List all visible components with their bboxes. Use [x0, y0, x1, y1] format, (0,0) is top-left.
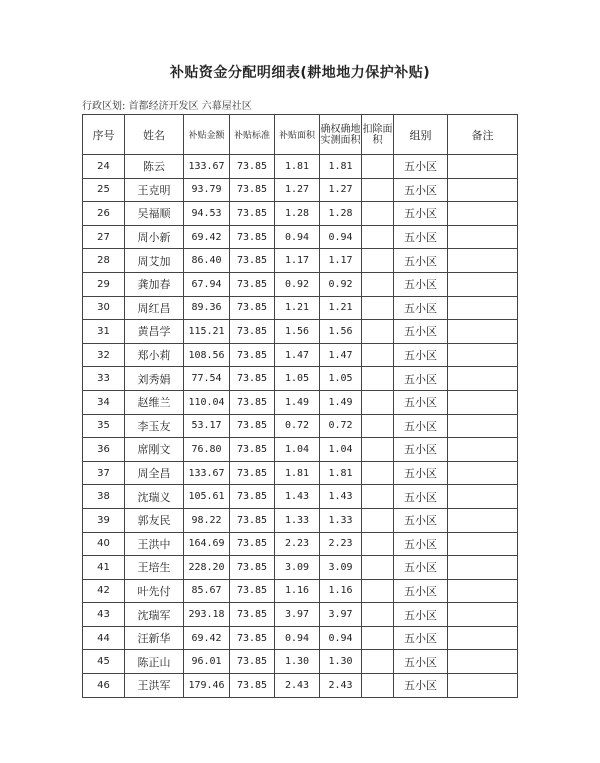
table-row	[83, 272, 518, 296]
cell-area: 3.97	[275, 603, 320, 627]
table-row	[83, 650, 518, 674]
cell-name: 沈瑞军	[125, 603, 184, 627]
cell-group: 五小区	[394, 249, 448, 273]
cell-deduct-area	[362, 343, 394, 367]
cell-area: 1.05	[275, 367, 320, 391]
cell-group: 五小区	[394, 438, 448, 462]
cell-seq: 34	[83, 390, 125, 414]
cell-name: 刘秀娟	[125, 367, 184, 391]
table-row	[83, 579, 518, 603]
table-row	[83, 225, 518, 249]
document-title: 补贴资金分配明细表(耕地地力保护补贴)	[169, 65, 431, 81]
cell-amount: 53.17	[184, 414, 230, 438]
cell-standard: 73.85	[230, 438, 275, 462]
cell-name: 陈正山	[125, 650, 184, 674]
cell-standard: 73.85	[230, 532, 275, 556]
cell-area: 2.43	[275, 674, 320, 698]
cell-seq: 41	[83, 556, 125, 580]
cell-deduct-area	[362, 225, 394, 249]
cell-confirmed-area: 1.47	[320, 343, 362, 367]
cell-group: 五小区	[394, 603, 448, 627]
cell-amount: 96.01	[184, 650, 230, 674]
cell-confirmed-area: 1.33	[320, 508, 362, 532]
cell-standard: 73.85	[230, 225, 275, 249]
cell-name: 席刚文	[125, 438, 184, 462]
table-row	[83, 367, 518, 391]
cell-seq: 46	[83, 674, 125, 698]
cell-seq: 27	[83, 225, 125, 249]
cell-seq: 35	[83, 414, 125, 438]
table-row	[83, 390, 518, 414]
cell-confirmed-area: 1.81	[320, 155, 362, 179]
cell-remark	[448, 155, 518, 179]
cell-name: 王克明	[125, 178, 184, 202]
cell-seq: 40	[83, 532, 125, 556]
cell-remark	[448, 320, 518, 344]
cell-deduct-area	[362, 249, 394, 273]
cell-deduct-area	[362, 438, 394, 462]
cell-deduct-area	[362, 296, 394, 320]
cell-amount: 98.22	[184, 508, 230, 532]
cell-remark	[448, 508, 518, 532]
table-row	[83, 438, 518, 462]
cell-seq: 28	[83, 249, 125, 273]
cell-seq: 37	[83, 461, 125, 485]
cell-area: 1.56	[275, 320, 320, 344]
table-row	[83, 603, 518, 627]
cell-area: 3.09	[275, 556, 320, 580]
cell-area: 1.16	[275, 579, 320, 603]
cell-standard: 73.85	[230, 367, 275, 391]
table-row	[83, 296, 518, 320]
cell-seq: 45	[83, 650, 125, 674]
cell-remark	[448, 485, 518, 509]
cell-confirmed-area: 1.17	[320, 249, 362, 273]
header-amount: 补贴金额	[184, 115, 230, 155]
cell-deduct-area	[362, 674, 394, 698]
cell-amount: 69.42	[184, 225, 230, 249]
cell-remark	[448, 178, 518, 202]
cell-amount: 108.56	[184, 343, 230, 367]
cell-confirmed-area: 3.09	[320, 556, 362, 580]
cell-confirmed-area: 0.94	[320, 225, 362, 249]
cell-confirmed-area: 1.28	[320, 202, 362, 226]
cell-amount: 86.40	[184, 249, 230, 273]
cell-remark	[448, 390, 518, 414]
cell-standard: 73.85	[230, 579, 275, 603]
table-row	[83, 178, 518, 202]
cell-confirmed-area: 2.23	[320, 532, 362, 556]
cell-confirmed-area: 1.49	[320, 390, 362, 414]
cell-name: 郭友民	[125, 508, 184, 532]
cell-remark	[448, 202, 518, 226]
table-row	[83, 532, 518, 556]
cell-amount: 179.46	[184, 674, 230, 698]
cell-deduct-area	[362, 461, 394, 485]
cell-amount: 115.21	[184, 320, 230, 344]
header-group: 组别	[394, 115, 448, 155]
cell-group: 五小区	[394, 508, 448, 532]
cell-seq: 38	[83, 485, 125, 509]
cell-remark	[448, 272, 518, 296]
table-row	[83, 508, 518, 532]
cell-group: 五小区	[394, 532, 448, 556]
cell-seq: 42	[83, 579, 125, 603]
cell-deduct-area	[362, 367, 394, 391]
cell-remark	[448, 650, 518, 674]
cell-amount: 76.80	[184, 438, 230, 462]
cell-deduct-area	[362, 485, 394, 509]
cell-confirmed-area: 2.43	[320, 674, 362, 698]
cell-amount: 293.18	[184, 603, 230, 627]
cell-deduct-area	[362, 390, 394, 414]
cell-seq: 25	[83, 178, 125, 202]
cell-area: 0.72	[275, 414, 320, 438]
cell-standard: 73.85	[230, 603, 275, 627]
cell-name: 周艾加	[125, 249, 184, 273]
cell-group: 五小区	[394, 296, 448, 320]
cell-confirmed-area: 1.56	[320, 320, 362, 344]
cell-standard: 73.85	[230, 626, 275, 650]
cell-seq: 39	[83, 508, 125, 532]
header-seq: 序号	[83, 115, 125, 155]
cell-name: 郑小莉	[125, 343, 184, 367]
cell-amount: 133.67	[184, 155, 230, 179]
cell-area: 2.23	[275, 532, 320, 556]
cell-amount: 164.69	[184, 532, 230, 556]
table-row	[83, 249, 518, 273]
header-confirmed-area: 确权确地实测面积	[320, 115, 362, 155]
cell-seq: 26	[83, 202, 125, 226]
cell-standard: 73.85	[230, 650, 275, 674]
cell-deduct-area	[362, 650, 394, 674]
cell-amount: 67.94	[184, 272, 230, 296]
cell-group: 五小区	[394, 343, 448, 367]
cell-remark	[448, 532, 518, 556]
cell-standard: 73.85	[230, 556, 275, 580]
cell-amount: 93.79	[184, 178, 230, 202]
cell-remark	[448, 674, 518, 698]
cell-seq: 29	[83, 272, 125, 296]
header-area: 补贴面积	[275, 115, 320, 155]
cell-deduct-area	[362, 155, 394, 179]
cell-group: 五小区	[394, 390, 448, 414]
header-name: 姓名	[125, 115, 184, 155]
cell-deduct-area	[362, 178, 394, 202]
cell-name: 周红昌	[125, 296, 184, 320]
cell-area: 1.21	[275, 296, 320, 320]
cell-group: 五小区	[394, 225, 448, 249]
cell-name: 陈云	[125, 155, 184, 179]
cell-deduct-area	[362, 626, 394, 650]
cell-name: 王洪军	[125, 674, 184, 698]
cell-name: 汪新华	[125, 626, 184, 650]
cell-deduct-area	[362, 414, 394, 438]
cell-confirmed-area: 0.94	[320, 626, 362, 650]
cell-group: 五小区	[394, 674, 448, 698]
cell-confirmed-area: 1.27	[320, 178, 362, 202]
cell-confirmed-area: 1.04	[320, 438, 362, 462]
cell-deduct-area	[362, 556, 394, 580]
cell-name: 龚加春	[125, 272, 184, 296]
cell-remark	[448, 296, 518, 320]
cell-amount: 89.36	[184, 296, 230, 320]
cell-standard: 73.85	[230, 414, 275, 438]
cell-standard: 73.85	[230, 343, 275, 367]
cell-confirmed-area: 0.72	[320, 414, 362, 438]
cell-area: 0.92	[275, 272, 320, 296]
table-row	[83, 202, 518, 226]
cell-seq: 43	[83, 603, 125, 627]
cell-remark	[448, 603, 518, 627]
cell-confirmed-area: 1.43	[320, 485, 362, 509]
cell-area: 1.43	[275, 485, 320, 509]
table-row	[83, 556, 518, 580]
cell-seq: 36	[83, 438, 125, 462]
cell-standard: 73.85	[230, 320, 275, 344]
cell-group: 五小区	[394, 272, 448, 296]
cell-group: 五小区	[394, 155, 448, 179]
cell-standard: 73.85	[230, 296, 275, 320]
cell-name: 赵维兰	[125, 390, 184, 414]
cell-amount: 228.20	[184, 556, 230, 580]
table-row	[83, 461, 518, 485]
cell-amount: 77.54	[184, 367, 230, 391]
cell-standard: 73.85	[230, 485, 275, 509]
cell-confirmed-area: 1.16	[320, 579, 362, 603]
cell-area: 1.27	[275, 178, 320, 202]
cell-remark	[448, 225, 518, 249]
cell-standard: 73.85	[230, 272, 275, 296]
cell-seq: 30	[83, 296, 125, 320]
cell-remark	[448, 414, 518, 438]
cell-name: 王培生	[125, 556, 184, 580]
cell-area: 1.30	[275, 650, 320, 674]
cell-amount: 133.67	[184, 461, 230, 485]
cell-remark	[448, 249, 518, 273]
cell-confirmed-area: 1.21	[320, 296, 362, 320]
cell-name: 王洪中	[125, 532, 184, 556]
cell-confirmed-area: 3.97	[320, 603, 362, 627]
cell-area: 1.49	[275, 390, 320, 414]
cell-amount: 110.04	[184, 390, 230, 414]
cell-deduct-area	[362, 272, 394, 296]
cell-area: 1.28	[275, 202, 320, 226]
cell-seq: 33	[83, 367, 125, 391]
cell-remark	[448, 626, 518, 650]
cell-remark	[448, 556, 518, 580]
cell-deduct-area	[362, 532, 394, 556]
header-deduct-area: 扣除面积	[362, 115, 394, 155]
cell-amount: 94.53	[184, 202, 230, 226]
table-row	[83, 485, 518, 509]
cell-deduct-area	[362, 320, 394, 344]
cell-standard: 73.85	[230, 155, 275, 179]
cell-group: 五小区	[394, 178, 448, 202]
table-row	[83, 155, 518, 179]
cell-area: 1.81	[275, 461, 320, 485]
cell-remark	[448, 367, 518, 391]
cell-name: 叶先付	[125, 579, 184, 603]
cell-area: 0.94	[275, 225, 320, 249]
cell-group: 五小区	[394, 320, 448, 344]
cell-area: 1.33	[275, 508, 320, 532]
cell-confirmed-area: 1.30	[320, 650, 362, 674]
header-remark: 备注	[448, 115, 518, 155]
cell-confirmed-area: 0.92	[320, 272, 362, 296]
cell-amount: 85.67	[184, 579, 230, 603]
table-header-row	[83, 115, 518, 155]
cell-name: 周全昌	[125, 461, 184, 485]
cell-group: 五小区	[394, 202, 448, 226]
table-row	[83, 320, 518, 344]
cell-area: 1.17	[275, 249, 320, 273]
cell-standard: 73.85	[230, 461, 275, 485]
cell-name: 周小新	[125, 225, 184, 249]
cell-amount: 69.42	[184, 626, 230, 650]
cell-amount: 105.61	[184, 485, 230, 509]
cell-name: 李玉友	[125, 414, 184, 438]
cell-remark	[448, 579, 518, 603]
cell-seq: 44	[83, 626, 125, 650]
cell-area: 1.47	[275, 343, 320, 367]
cell-name: 黄昌学	[125, 320, 184, 344]
table-row	[83, 414, 518, 438]
cell-standard: 73.85	[230, 249, 275, 273]
cell-remark	[448, 438, 518, 462]
cell-standard: 73.85	[230, 674, 275, 698]
cell-remark	[448, 461, 518, 485]
cell-seq: 32	[83, 343, 125, 367]
cell-standard: 73.85	[230, 202, 275, 226]
subsidy-table	[82, 114, 518, 698]
cell-group: 五小区	[394, 626, 448, 650]
cell-group: 五小区	[394, 461, 448, 485]
cell-area: 0.94	[275, 626, 320, 650]
cell-area: 1.04	[275, 438, 320, 462]
table-body	[83, 155, 518, 698]
cell-group: 五小区	[394, 414, 448, 438]
cell-deduct-area	[362, 508, 394, 532]
cell-group: 五小区	[394, 367, 448, 391]
cell-confirmed-area: 1.05	[320, 367, 362, 391]
cell-standard: 73.85	[230, 178, 275, 202]
cell-seq: 31	[83, 320, 125, 344]
cell-deduct-area	[362, 579, 394, 603]
cell-standard: 73.85	[230, 390, 275, 414]
cell-seq: 24	[83, 155, 125, 179]
cell-group: 五小区	[394, 556, 448, 580]
cell-area: 1.81	[275, 155, 320, 179]
cell-deduct-area	[362, 202, 394, 226]
cell-name: 吴福顺	[125, 202, 184, 226]
cell-group: 五小区	[394, 579, 448, 603]
cell-standard: 73.85	[230, 508, 275, 532]
table-row	[83, 343, 518, 367]
cell-deduct-area	[362, 603, 394, 627]
cell-confirmed-area: 1.81	[320, 461, 362, 485]
region-label: 行政区划: 首都经济开发区 六幕屋社区	[82, 101, 252, 112]
cell-remark	[448, 343, 518, 367]
cell-name: 沈瑞义	[125, 485, 184, 509]
table-row	[83, 674, 518, 698]
cell-group: 五小区	[394, 650, 448, 674]
header-standard: 补贴标准	[230, 115, 275, 155]
table-row	[83, 626, 518, 650]
cell-group: 五小区	[394, 485, 448, 509]
